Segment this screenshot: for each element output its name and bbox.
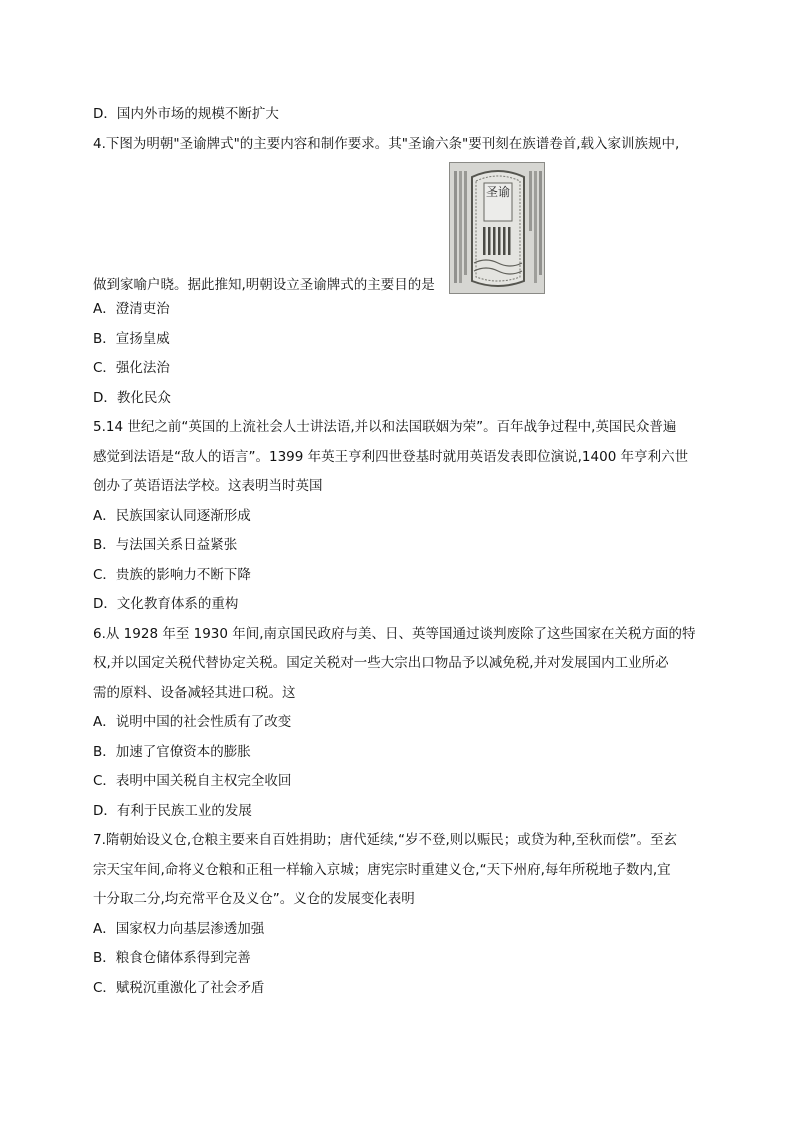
- q4-stem-line-1: 4.下图为明朝"圣谕牌式"的主要内容和制作要求。其"圣谕六条"要刊刻在族谱卷首,载入家训族规中,: [93, 135, 680, 152]
- q7-option-b[interactable]: B．粮食仓储体系得到完善: [93, 950, 251, 966]
- q5-option-c[interactable]: C．贵族的影响力不断下降: [93, 566, 251, 583]
- shengyu-tablet-image: [449, 162, 545, 294]
- q6-option-b[interactable]: B．加速了官僚资本的膨胀: [93, 743, 251, 760]
- q4-option-b[interactable]: B．宣扬皇威: [93, 330, 170, 347]
- q5-stem-line-2: 感觉到法语是“敌人的语言”。1399 年英王亨利四世登基时就用英语发表即位演说,1400 年亨利六世: [93, 448, 689, 465]
- q6-stem-line-2: 权,并以国定关税代替协定关税。国定关税对一些大宗出口物品予以减免税,并对发展国内工业所必: [93, 655, 669, 671]
- q7-stem-line-1: 7.隋朝始设义仓,仓粮主要来自百姓捐助；唐代延续,“岁不登,则以赈民；或贷为种,至秋而偿”。至玄: [93, 832, 678, 848]
- q5-stem-line-1: 5.14 世纪之前“英国的上流社会人士讲法语,并以和法国联姻为荣”。百年战争过程中,英国民众普遍: [93, 419, 677, 435]
- q6-option-a[interactable]: A．说明中国的社会性质有了改变: [93, 714, 292, 730]
- q5-option-b[interactable]: B．与法国关系日益紧张: [93, 537, 238, 553]
- q7-stem-line-3: 十分取二分,均充常平仓及义仓”。义仓的发展变化表明: [93, 891, 415, 907]
- q4-stem-line-2: 做到家喻户晓。据此推知,明朝设立圣谕牌式的主要目的是: [93, 277, 435, 293]
- q4-option-c[interactable]: C．强化法治: [93, 360, 170, 376]
- q4-option-a[interactable]: A．澄清吏治: [93, 301, 170, 317]
- q6-option-d[interactable]: D．有利于民族工业的发展: [93, 802, 252, 819]
- exam-page: [93, 100, 703, 1003]
- q7-option-a[interactable]: A．国家权力向基层渗透加强: [93, 920, 265, 937]
- q5-stem-line-3: 创办了英语语法学校。这表明当时英国: [93, 478, 323, 494]
- tablet-illustration: [450, 163, 545, 294]
- q6-stem-line-3: 需的原料、设备减轻其进口税。这: [93, 684, 296, 701]
- q5-option-d[interactable]: D．文化教育体系的重构: [93, 596, 239, 612]
- q5-option-a[interactable]: A．民族国家认同逐渐形成: [93, 507, 251, 524]
- q6-option-c[interactable]: C．表明中国关税自主权完全收回: [93, 773, 292, 789]
- tablet-title: 圣谕: [485, 185, 510, 199]
- q7-stem-line-2: 宗天宝年间,命将义仓粮和正租一样输入京城；唐宪宗时重建义仓,“天下州府,每年所税地子数内,宜: [93, 861, 671, 878]
- q7-option-c[interactable]: C．赋税沉重激化了社会矛盾: [93, 979, 265, 996]
- q3-option-d[interactable]: D．国内外市场的规模不断扩大: [93, 106, 279, 122]
- q6-stem-line-1: 6.从 1928 年至 1930 年间,南京国民政府与美、日、英等国通过谈判废除了这些国家在关税方面的特: [93, 625, 696, 642]
- q4-option-d[interactable]: D．教化民众: [93, 389, 171, 406]
- q4-stem-block: [93, 159, 703, 295]
